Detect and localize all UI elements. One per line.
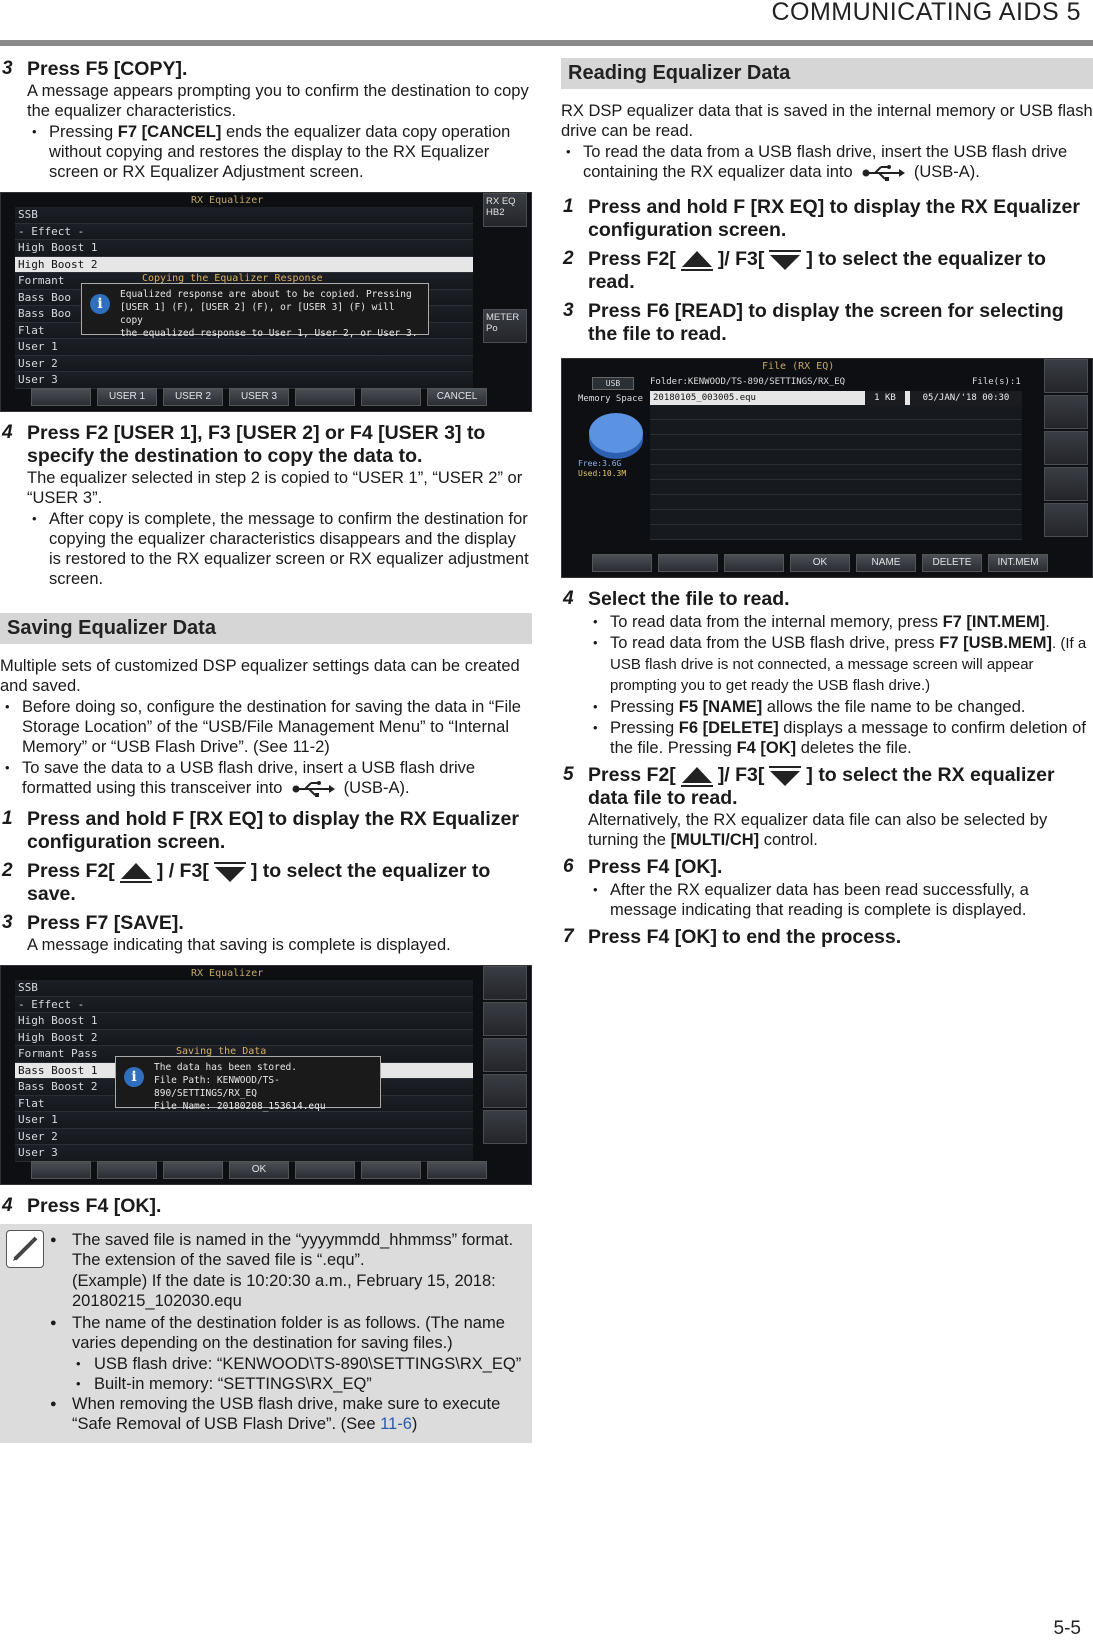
usb-icon (861, 165, 905, 181)
note-item-1: ● The saved file is named in the “yyyymmdd_hhmmss” format. The extension of the saved file is “.equ”. (72, 1230, 522, 1270)
function-key-f1[interactable] (31, 1161, 91, 1179)
equalizer-list-item[interactable]: - Effect - (15, 997, 473, 1014)
file-row-empty (650, 525, 1022, 540)
file-count: File(s):1 (972, 377, 1021, 387)
copy-step-3 (0, 58, 532, 182)
screen-title: RX Equalizer (191, 968, 264, 979)
side-key (1044, 431, 1088, 465)
rx-equalizer-saved-screenshot (0, 965, 532, 1185)
function-key-f6[interactable] (361, 388, 421, 406)
dialog-title: Copying the Equalizer Response (142, 273, 323, 284)
step-desc: A message appears prompting you to confirm the destination to copy the equalizer characteristics. (27, 82, 529, 120)
file-row-empty (650, 420, 1022, 435)
save-step-1 (0, 808, 532, 854)
equalizer-list-item[interactable]: Bass Boo (15, 306, 473, 323)
function-key-bar (31, 1161, 491, 1177)
equalizer-list-item[interactable]: User 2 (15, 356, 473, 373)
save-step-3 (0, 912, 532, 955)
side-key (1044, 503, 1088, 537)
function-key-f1[interactable] (592, 554, 652, 572)
right-column (561, 58, 1093, 955)
equalizer-list-item[interactable]: High Boost 2 (15, 1030, 473, 1047)
side-key-rx-eq: RX EQ HB2 (483, 193, 527, 227)
function-key-f2[interactable]: USER 1 (97, 388, 157, 406)
step-number: 2 (2, 860, 13, 881)
dialog-line: File Path: KENWOOD/TS-890/SETTINGS/RX_EQ (154, 1075, 280, 1099)
file-name: 20180105_003005.equ (653, 393, 756, 403)
equalizer-list-item[interactable]: User 1 (15, 339, 473, 356)
side-key (483, 1002, 527, 1036)
file-row-empty (650, 405, 1022, 420)
screen-title: File (RX EQ) (762, 361, 835, 372)
function-key-f4[interactable]: OK (229, 1161, 289, 1179)
step-title: Press F7 [SAVE]. (27, 912, 184, 934)
equalizer-list-item[interactable]: High Boost 2 (15, 257, 473, 274)
file-row-empty (650, 495, 1022, 510)
dialog-line: [USER 1] (F), [USER 2] (F), or [USER 3] (F) will copy (120, 302, 395, 326)
step-number: 3 (563, 300, 574, 321)
function-key-f7[interactable]: INT.MEM (988, 554, 1048, 572)
step-number: 2 (563, 248, 574, 269)
note-sub-builtin: • Built-in memory: “SETTINGS\RX_EQ” (72, 1374, 522, 1394)
step-bullet: • To read data from the internal memory, press F7 [INT.MEM]. (588, 612, 1093, 632)
dialog-title: Saving the Data (176, 1046, 267, 1057)
step-number: 5 (563, 764, 574, 785)
function-key-f6[interactable]: DELETE (922, 554, 982, 572)
info-icon: i (90, 294, 110, 314)
reading-bullet-1: • To read the data from a USB flash drive, insert the USB flash drive containing the RX equalizer data into (USB-A). (561, 142, 1093, 182)
function-key-f6[interactable] (361, 1161, 421, 1179)
rx-equalizer-copy-screenshot (0, 192, 532, 412)
step-bullet: • After the RX equalizer data has been read successfully, a message indicating that reading is complete is displayed. (588, 880, 1093, 920)
step-number: 4 (2, 1195, 13, 1216)
read-step-1 (561, 196, 1093, 242)
side-key (1044, 467, 1088, 501)
step-desc: The equalizer selected in step 2 is copied to “USER 1”, “USER 2” or “USER 3”. (27, 469, 523, 507)
dialog-line: The data has been stored. (154, 1062, 297, 1073)
equalizer-list-item[interactable]: User 1 (15, 1112, 473, 1129)
side-key-meter: METER Po (483, 309, 527, 343)
step-bullet: • Pressing F7 [CANCEL] ends the equalizer data copy operation without copying and restores the display to the RX Equalizer screen or RX Equalizer Adjustment screen. (27, 122, 532, 182)
equalizer-list-item[interactable]: User 2 (15, 1129, 473, 1146)
step-number: 7 (563, 926, 574, 947)
function-key-f1[interactable] (31, 388, 91, 406)
file-row-empty (650, 435, 1022, 450)
side-key (483, 1038, 527, 1072)
equalizer-list-item[interactable]: Flat (15, 1096, 473, 1113)
function-key-f5[interactable] (295, 1161, 355, 1179)
step-number: 3 (2, 912, 13, 933)
note-box (0, 1224, 532, 1443)
step-number: 4 (2, 422, 13, 443)
memory-pie-icon (586, 409, 646, 461)
function-key-f5[interactable] (295, 388, 355, 406)
side-key (483, 1074, 527, 1108)
dialog-line: Equalized response are about to be copied. Pressing (120, 289, 412, 300)
file-row-empty (650, 450, 1022, 465)
step-bullet: • After copy is complete, the message to confirm the destination for copying the equalizer characteristics disappears and the display is restored to the RX equalizer screen or RX equalizer adjustment screen. (27, 509, 532, 589)
equalizer-list-item[interactable]: High Boost 1 (15, 1013, 473, 1030)
function-key-f3[interactable] (163, 1161, 223, 1179)
function-key-f5[interactable]: NAME (856, 554, 916, 572)
file-row-selected[interactable] (650, 391, 1022, 405)
usb-tab: USB (592, 377, 634, 390)
up-triangle-icon (678, 765, 716, 787)
equalizer-list-item[interactable]: User 3 (15, 1145, 473, 1162)
read-step-2: 2 Press F2[ ]/ F3[ ] to select the equalizer to read. (563, 248, 1046, 293)
usb-icon (291, 781, 335, 797)
step-title: Press F6 [READ] to display the screen for selecting the file to read. (588, 300, 1064, 345)
step-bullet: • Pressing F6 [DELETE] displays a message to confirm deletion of the file. Pressing F4 [OK] deletes the file. (588, 718, 1093, 758)
page-number: 5-5 (1053, 1618, 1081, 1639)
note-item-2: ● The name of the destination folder is as follows. (The name varies depending on the destination for saving files.) (72, 1313, 522, 1353)
equalizer-list-item[interactable]: Formant (15, 273, 473, 290)
step-title: Select the file to read. (588, 588, 790, 610)
header-rule (0, 40, 1093, 46)
function-key-bar (31, 388, 491, 404)
step-desc: Alternatively, the RX equalizer data file can also be selected by turning the [MULTI/CH] control. (588, 811, 1048, 849)
equalizer-list-item[interactable]: High Boost 1 (15, 240, 473, 257)
file-rx-eq-screenshot (561, 358, 1093, 578)
equalizer-list-item[interactable]: SSB (15, 980, 473, 997)
info-icon: i (124, 1067, 144, 1087)
equalizer-list-item[interactable]: Flat (15, 323, 473, 340)
saved-dialog (115, 1046, 381, 1112)
step-bullet: • To read data from the USB flash drive, press F7 [USB.MEM]. (If a USB flash drive is not connected, a message screen will appear prompting you to get ready the USB flash drive.) (588, 633, 1093, 696)
step-desc: A message indicating that saving is complete is displayed. (27, 936, 451, 954)
step-number: 1 (563, 196, 574, 217)
function-key-f7[interactable]: CANCEL (427, 388, 487, 406)
free-space: Free:3.6G (578, 459, 622, 468)
step-bullet: • Pressing F5 [NAME] allows the file name to be changed. (588, 697, 1093, 717)
equalizer-list-item[interactable]: Formant Pass (15, 1046, 473, 1063)
step-title: Press F4 [OK]. (27, 1195, 162, 1217)
equalizer-list-item[interactable]: Bass Boo (15, 290, 473, 307)
side-key (483, 1110, 527, 1144)
read-step-4 (561, 588, 1093, 758)
read-step-6 (561, 856, 1093, 920)
function-key-f2[interactable] (97, 1161, 157, 1179)
file-row-empty (650, 510, 1022, 525)
read-step-3 (561, 300, 1093, 346)
section-heading-reading: Reading Equalizer Data (561, 58, 1093, 89)
file-row-empty (650, 480, 1022, 495)
page-link[interactable]: 11-6 (380, 1415, 412, 1433)
note-item-3: ● When removing the USB flash drive, make sure to execute “Safe Removal of USB Flash Drive”. (See 11-6) (72, 1394, 522, 1434)
read-step-7 (561, 926, 1093, 949)
up-triangle-icon (117, 861, 155, 883)
pencil-note-icon (6, 1230, 44, 1268)
equalizer-list-item[interactable]: Bass Boost 1 (15, 1063, 473, 1080)
save-step-2: 2 Press F2[ ] / F3[ ] to select the equalizer to save. (2, 860, 491, 905)
function-key-f3[interactable] (724, 554, 784, 572)
folder-path: Folder:KENWOOD/TS-890/SETTINGS/RX_EQ (650, 377, 846, 387)
step-number: 6 (563, 856, 574, 877)
side-key (1044, 395, 1088, 429)
file-date: 05/JAN/'18 00:30 (910, 391, 1022, 405)
copy-step-4 (0, 422, 532, 589)
note-example: (Example) If the date is 10:20:30 a.m., February 15, 2018: 20180215_102030.equ (72, 1272, 496, 1310)
step-title: Press and hold F [RX EQ] to display the RX Equalizer configuration screen. (27, 808, 519, 853)
step-title: Press F2 [USER 1], F3 [USER 2] or F4 [USER 3] to specify the destination to copy the data to. (27, 422, 486, 467)
saving-bullet-1: • Before doing so, configure the destination for saving the data in “File Storage Location” of the “USB/File Management Menu” to “Internal Memory” or “USB Flash Drive”. (See 11-2) (0, 697, 532, 757)
down-triangle-icon (766, 765, 804, 787)
dialog-line: the equalized response to User 1, User 2, or User 3. (120, 328, 418, 339)
file-list (650, 391, 1022, 541)
saving-intro: Multiple sets of customized DSP equalizer settings data can be created and saved. (0, 657, 520, 695)
step-number: 4 (563, 588, 574, 609)
saving-bullet-2: • To save the data to a USB flash drive, insert a USB flash drive formatted using this transceiver into (USB-A). (0, 758, 532, 798)
file-row-empty (650, 465, 1022, 480)
page-header (0, 0, 1093, 50)
step-title: Press F5 [COPY]. (27, 58, 188, 80)
down-triangle-icon (766, 249, 804, 271)
function-key-f7[interactable] (427, 1161, 487, 1179)
equalizer-list-item[interactable]: SSB (15, 207, 473, 224)
note-sub-usb: • USB flash drive: “KENWOOD\TS-890\SETTINGS\RX_EQ” (72, 1354, 522, 1374)
function-key-f4[interactable]: USER 3 (229, 388, 289, 406)
step-number: 3 (2, 58, 13, 79)
function-key-f3[interactable]: USER 2 (163, 388, 223, 406)
equalizer-list-item[interactable]: - Effect - (15, 224, 473, 241)
function-key-f4[interactable]: OK (790, 554, 850, 572)
step-title: Press F4 [OK] to end the process. (588, 926, 902, 948)
section-heading-saving: Saving Equalizer Data (0, 613, 532, 644)
step-title: Press and hold F [RX EQ] to display the RX Equalizer configuration screen. (588, 196, 1080, 241)
dialog-line: File Name: 20180208_153614.equ (154, 1101, 326, 1112)
down-triangle-icon (211, 861, 249, 883)
up-triangle-icon (678, 249, 716, 271)
file-size: 1 KB (865, 391, 905, 405)
copy-dialog (81, 273, 429, 339)
function-key-f2[interactable] (658, 554, 718, 572)
function-key-bar (592, 554, 1052, 570)
reading-intro: RX DSP equalizer data that is saved in the internal memory or USB flash drive can be read. (561, 102, 1093, 140)
save-step-4 (0, 1195, 532, 1218)
side-key (1044, 359, 1088, 393)
side-key (483, 966, 527, 1000)
equalizer-list-item[interactable]: User 3 (15, 372, 473, 389)
screen-title: RX Equalizer (191, 195, 264, 206)
read-step-5: 5 Press F2[ ]/ F3[ ] to select the RX equalizer data file to read. Alternatively, the RX equalizer data file can also be selected by turning the [MULTI/CH] control. (561, 764, 1093, 850)
used-space: Used:10.3M (578, 469, 627, 478)
chapter-title: COMMUNICATING AIDS 5 (771, 0, 1081, 26)
step-number: 1 (2, 808, 13, 829)
memory-space-label: Memory Space (578, 394, 644, 404)
step-title: Press F4 [OK]. (588, 856, 723, 878)
left-column (0, 58, 532, 1443)
equalizer-list-item[interactable]: Bass Boost 2 (15, 1079, 473, 1096)
